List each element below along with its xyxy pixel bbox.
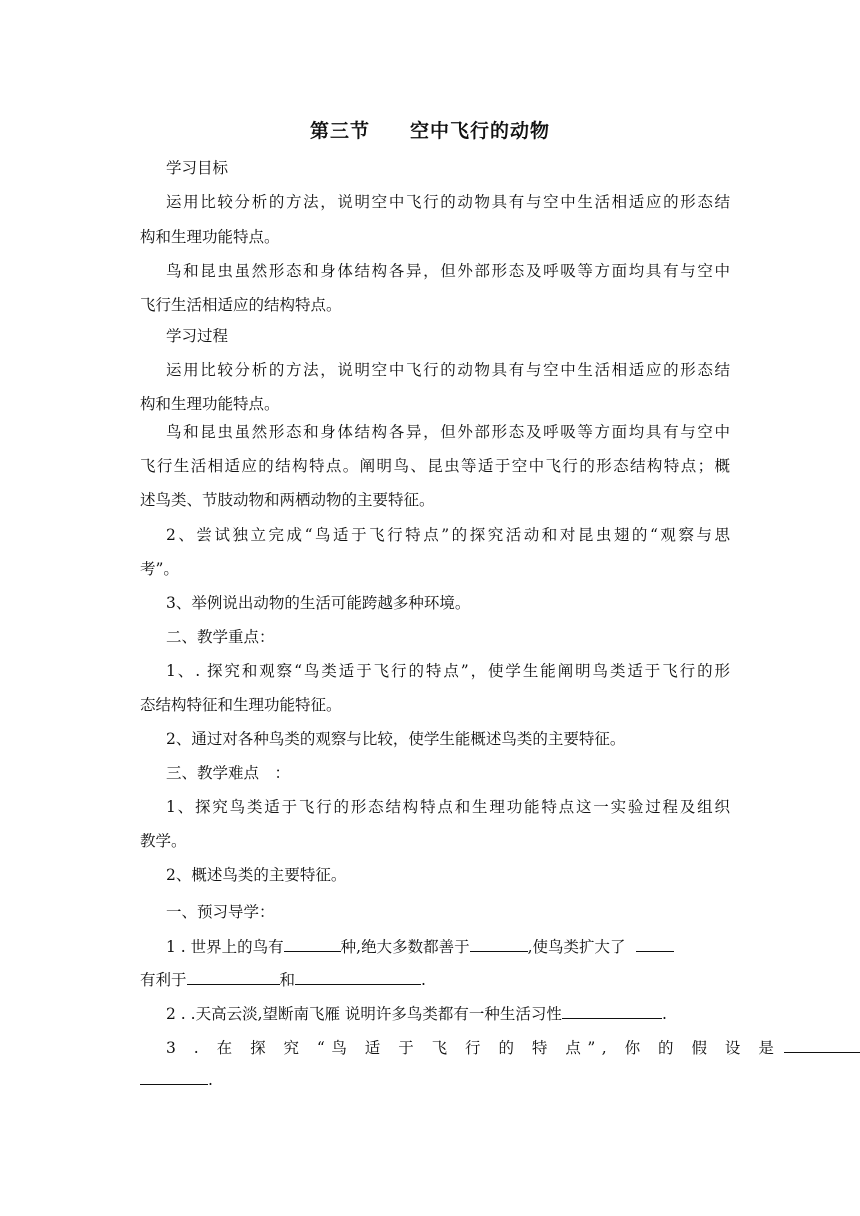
heading-preview: 一、预习导学： [166,903,275,921]
process-paragraph-2-line-2: 飞行生活相适应的结构特点。阐明鸟、昆虫等适于空中飞行的形态结构特点；概 [140,457,730,475]
goals-paragraph-2-line-1: 鸟和昆虫虽然形态和身体结构各异，但外部形态及呼吸等方面均具有与空中 [166,262,730,280]
question-1-blank-3[interactable] [636,937,674,952]
process-paragraph-2-line-1: 鸟和昆虫虽然形态和身体结构各异，但外部形态及呼吸等方面均具有与空中 [166,423,730,441]
heading-learning-goals: 学习目标 [166,159,229,177]
process-paragraph-2-line-3: 述鸟类、节肢动物和两栖动物的主要特征。 [140,491,435,509]
heading-teaching-focus: 二、教学重点： [166,628,275,646]
focus-item-1-line-2: 态结构特征和生理功能特征。 [140,696,342,714]
item-3: 3、举例说出动物的生活可能跨越多种环境。 [166,594,471,612]
question-1-text-c: ,使鸟类扩大了 [527,938,631,956]
question-1-blank-2[interactable] [470,937,528,952]
question-2 [166,1004,730,1024]
question-1-text-a: 1 . 世界上的鸟有 [166,938,284,956]
heading-teaching-difficulty: 三、教学难点 ： [166,764,291,782]
process-paragraph-1-line-1: 运用比较分析的方法，说明空中飞行的动物具有与空中生活相适应的形态结 [166,361,730,379]
difficulty-item-1-line-2: 教学。 [140,832,187,850]
question-1-text-b: 种,绝大多数都善于 [340,938,470,956]
question-1-text-e: 和 [279,971,296,989]
difficulty-item-1-line-1: 1、探究鸟类适于飞行的形态结构特点和生理功能特点这一实验过程及组织 [166,798,730,816]
question-1-text-f: . [421,971,426,989]
question-2-blank[interactable] [562,1004,662,1019]
question-1-blank-5[interactable] [295,970,421,985]
question-3-line-2 [140,1070,730,1090]
focus-item-1-line-1: 1、. 探究和观察“鸟类适于飞行的特点”，使学生能阐明鸟类适于飞行的形 [166,662,730,680]
process-paragraph-1-line-2: 构和生理功能特点。 [140,395,280,413]
goals-paragraph-2-line-2: 飞行生活相适应的结构特点。 [140,296,342,314]
question-3-line-1 [166,1038,781,1058]
question-2-text-a: 2 . .天高云淡,望断南飞雁 说明许多鸟类都有一种生活习性 [166,1005,562,1023]
question-2-text-b: . [661,1005,667,1023]
question-1-line-2 [140,970,730,990]
question-1-blank-4[interactable] [187,970,280,985]
goals-paragraph-1-line-1: 运用比较分析的方法，说明空中飞行的动物具有与空中生活相适应的形态结 [166,193,730,211]
question-1-line-1 [166,937,730,957]
question-3-blank-2[interactable] [140,1070,208,1085]
question-1-blank-1[interactable] [284,937,341,952]
goals-paragraph-1-line-2: 构和生理功能特点。 [140,228,280,246]
question-3-text-b: . [208,1071,213,1089]
difficulty-item-2: 2、概述鸟类的主要特征。 [166,866,347,884]
question-1-text-d: 有利于 [140,971,187,989]
question-3-blank-1[interactable] [784,1038,860,1053]
page-title: 第三节 空中飞行的动物 [309,120,550,142]
item-2-line-1: 2、尝试独立完成“鸟适于飞行特点”的探究活动和对昆虫翅的“观察与思 [166,526,730,544]
heading-learning-process: 学习过程 [166,327,229,345]
question-3-text-a: 3 . 在 探 究 “鸟 适 于 飞 行 的 特 点”, 你 的 假 设 是 [166,1039,781,1057]
item-2-line-2: 考”。 [140,560,179,578]
focus-item-2: 2、通过对各种鸟类的观察与比较，使学生能概述鸟类的主要特征。 [166,730,626,748]
